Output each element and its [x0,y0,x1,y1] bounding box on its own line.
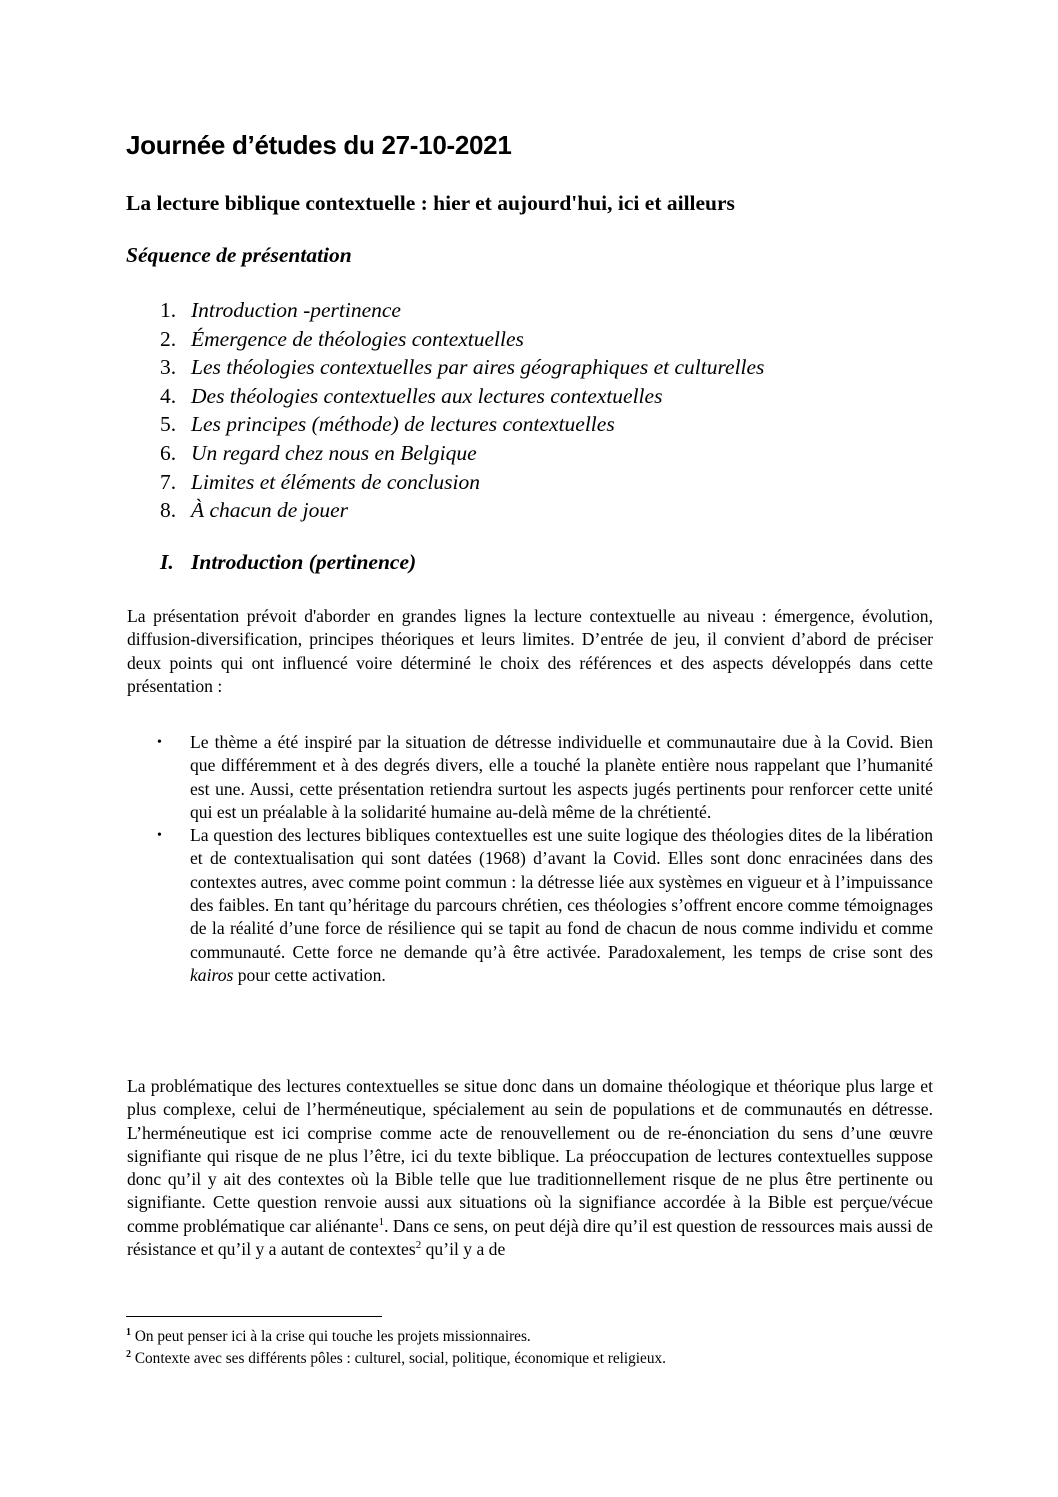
sequence-item [160,439,764,468]
bullet-item [127,731,933,824]
document-subtitle: La lecture biblique contextuelle : hier et aujourd'hui, ici et ailleurs [126,191,735,215]
bullet-text: La question des lectures bibliques contextuelles est une suite logique des théologies dites de la libération et de contextualisation qui sont datées (1968) d’avant la Covid. Elles sont donc enracinées dans des contextes autres, avec comme point commun : la détresse liée aux systèmes en vigueur et à l’impuissance des faibles. En tant qu’héritage du parcours chrétien, ces théologies s’offrent encore comme témoignages de la réalité d’une force de résilience qui se tapit au fond de chacun de nous comme individu et comme communauté. Cette force ne demande qu’à être activée. Paradoxalement, les temps de crise sont des [190,825,933,962]
footnote-text: Contexte avec ses différents pôles : culturel, social, politique, économique et religieux. [134,1350,666,1367]
sequence-item-text: Introduction -pertinence [191,298,401,322]
sequence-item [160,496,764,525]
sequence-item-number: 7. [160,469,177,494]
footnote-mark: 1 [126,1326,131,1338]
footnote-ref: 2 [415,1239,422,1252]
paragraph-text: La problématique des lectures contextuelles se situe donc dans un domaine théologique et théorique plus large et plus complexe, celui de l’herméneutique, spécialement au sein de populations et de communautés en détresse. L’herméneutique est ici comprise comme acte de renouvellement ou de re-énonciation du sens d’une œuvre signifiante qui risque de ne plus l’être, ici du texte biblique. La préoccupation de lectures contextuelles suppose donc qu’il y ait des contextes où la Bible telle que lue traditionnellement risque de ne plus être pertinente ou signifiante. Cette question renvoie aussi aux situations où la signifiance accordée à la Bible est perçue/vécue comme problématique car aliénante [127,1076,933,1236]
footnote [126,1328,531,1346]
sequence-item-text: Des théologies contextuelles aux lectures contextuelles [191,383,663,408]
sequence-item [160,468,764,497]
sequence-item [160,325,764,354]
sequence-item-text: Les théologies contextuelles par aires géographiques et culturelles [191,355,765,380]
sequence-list [160,296,764,525]
sequence-item-number: 3. [160,355,177,380]
sequence-item-text: Limites et éléments de conclusion [191,469,480,494]
bullet-text-end: pour cette activation. [237,964,386,985]
sequence-item-number: 2. [160,326,177,351]
sequence-item [160,410,764,439]
bullet-italic-term: kairos [190,964,234,985]
sequence-item-number: 8. [160,498,177,523]
sequence-item-text: Émergence de théologies contextuelles [191,326,524,351]
bullet-icon: • [157,735,162,750]
footnote-divider [126,1316,382,1317]
sequence-item-text: Les principes (méthode) de lectures contextuelles [191,412,615,437]
section-heading [160,550,416,575]
bullet-text: Le thème a été inspiré par la situation de détresse individuelle et communautaire due à la Covid. Bien que différemment et à des degrés divers, elle a touché la planète entière nous rappelant que l’humanité est une. Aussi, cette présentation retiendra surtout les aspects jugés pertinents pour renforcer cette unité qui est un préalable à la solidarité humaine au-delà même de la chrétienté. [190,732,933,822]
sequence-item-text: Un regard chez nous en Belgique [191,440,477,465]
bullet-item [127,824,933,987]
document-title: Journée d’études du 27-10-2021 [126,130,512,160]
sequence-item [160,382,764,411]
intro-paragraph: La présentation prévoit d'aborder en grandes lignes la lecture contextuelle au niveau : émergence, évolution, diffusion-diversification, principes théoriques et leurs limites. D’entrée de jeu, il convient d’abord de préciser deux points qui ont influencé voire déterminé le choix des références et des aspects développés dans cette présentation : [127,606,933,696]
paragraph-text: qu’il y a de [421,1239,506,1260]
bullet-icon: • [157,828,162,844]
sequence-item-number: 4. [160,383,177,408]
sequence-item [160,353,764,382]
paragraph-text: . Dans ce sens, on peut déjà dire qu’il est question de ressources mais aussi de résistance et qu’il y a autant de contextes [127,1215,933,1260]
sequence-item [160,296,764,325]
sequence-item-number: 5. [160,412,177,437]
bullet-list [127,731,933,987]
footnote-ref: 1 [378,1215,385,1228]
section-number: I. [160,550,174,574]
section-title: Introduction (pertinence) [191,550,417,574]
sequence-item-number: 1. [160,298,177,322]
sequence-item-number: 6. [160,440,177,465]
footnote-text: On peut penser ici à la crise qui touche les projets missionnaires. [134,1328,531,1345]
body-paragraph [127,1075,933,1261]
sequence-heading: Séquence de présentation [126,243,352,267]
footnote-mark: 2 [126,1348,131,1360]
footnote [126,1350,666,1368]
sequence-item-text: À chacun de jouer [191,498,349,523]
